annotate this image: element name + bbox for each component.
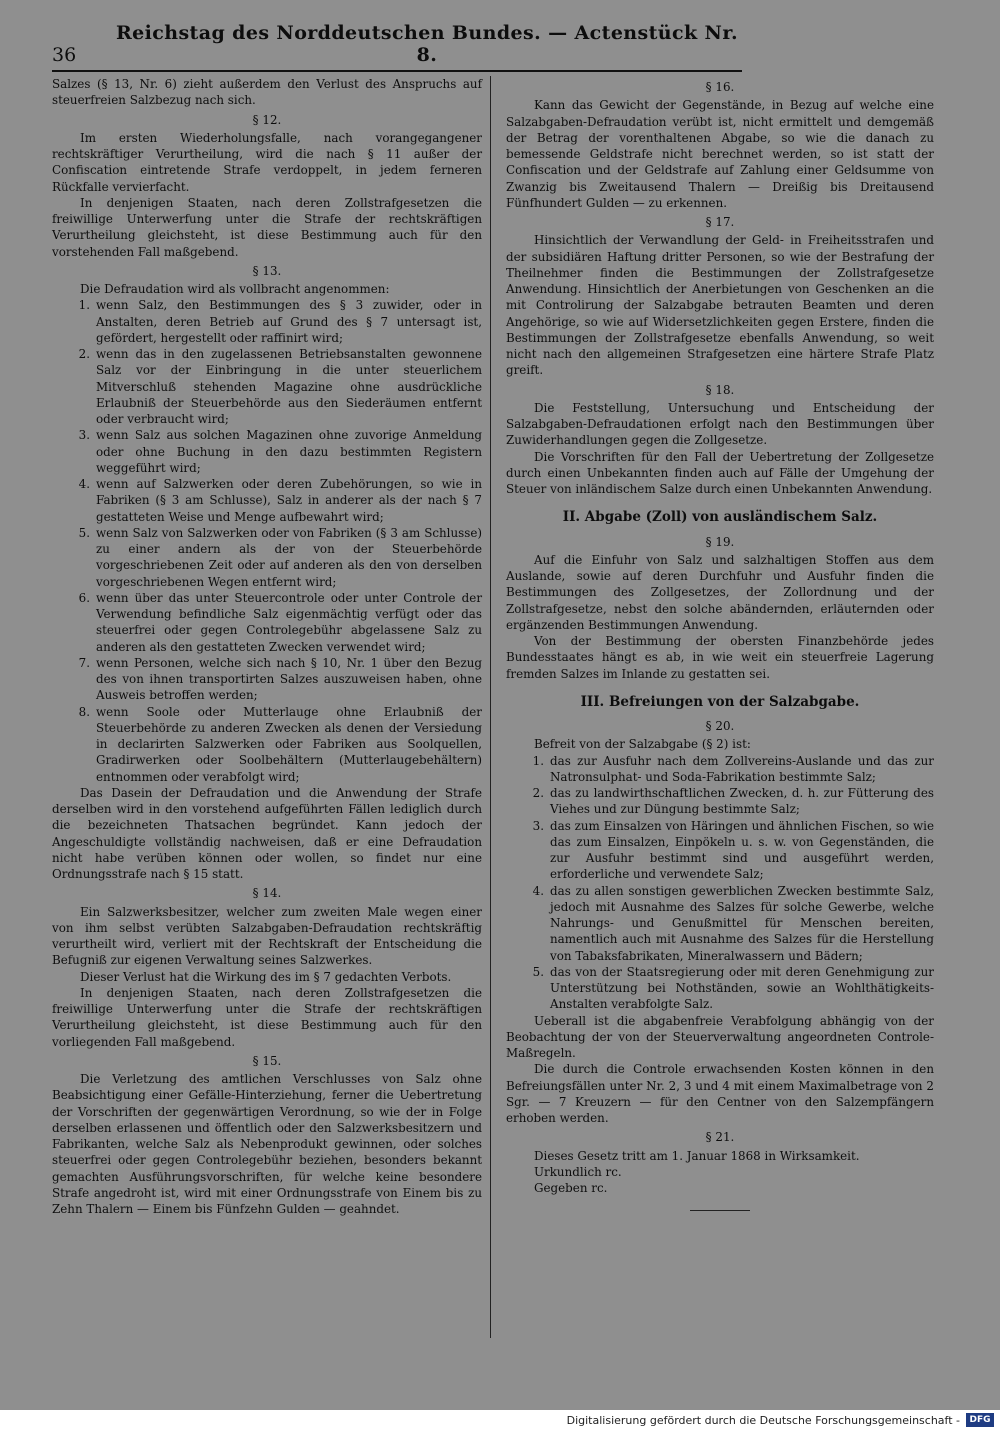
left-column xyxy=(52,76,482,1217)
formula-line: Urkundlich rc. xyxy=(534,1164,622,1179)
paragraph: Die Vorschriften für den Fall der Uebertretung der Zollgesetze durch einen Unbekannten finden auch auf Fälle der Umgehung der Steuer von inländischem Salze durch einen Unbekannten Anwendung. xyxy=(506,449,934,496)
paragraph: Im ersten Wiederholungsfalle, nach vorangegangener rechtskräftiger Verurtheilung, wird die nach § 11 außer der Confiscation eintretende Strafe verdoppelt, in jedem ferneren Rückfalle vervierfacht. xyxy=(52,130,482,194)
closing-rule xyxy=(690,1210,750,1211)
paragraph: Auf die Einfuhr von Salz und salzhaltigen Stoffen aus dem Auslande, sowie auf deren Durchfuhr und Ausfuhr finden die Bestimmungen des Zollgesetzes, der Zollordnung und der Zollstrafgesetze, nebst den solche abändernden, erläuternden oder ergänzenden Bestimmungen Anwendung. xyxy=(506,552,934,632)
item-text: wenn Soole oder Mutterlauge ohne Erlaubniß der Steuerbehörde zu anderen Zwecken als denen der Versiedung in declarirten Salzwerken oder Fabriken aus Soolquellen, Gradirwerken oder Soolbehältern (Mutterlaugebehältern) entnommen oder verabfolgt wird; xyxy=(96,704,482,784)
page-header xyxy=(52,22,742,72)
part-heading: II. Abgabe (Zoll) von ausländischem Salz. xyxy=(562,509,878,526)
section-heading: § 20. xyxy=(705,719,735,733)
paragraph: Kann das Gewicht der Gegenstände, in Bezug auf welche eine Salzabgaben-Defraudation verübt ist, nicht ermittelt und demgemäß der Betrag der vorenthaltenen Abgabe, so wie die danach zu bemessende Geldstrafe nicht berechnet werden, so ist statt der Confiscation und der Geldstrafe auf Zahlung einer Geldsumme von Zwanzig bis Zweitausend Thalern — Dreißig bis Dreitausend Fünfhundert Gulden — zu erkennen. xyxy=(506,98,934,210)
numbered-list xyxy=(506,753,934,1013)
paragraph: In denjenigen Staaten, nach deren Zollstrafgesetzen die freiwillige Unterwerfung unter die Strafe der rechtskräftigen Verurtheilung gleichsteht, ist diese Bestimmung auch für den vorstehenden Fall maßgebend. xyxy=(52,195,482,259)
list-item xyxy=(52,525,482,590)
list-item xyxy=(52,590,482,655)
numbered-list xyxy=(52,297,482,785)
section-heading: § 16. xyxy=(705,80,735,94)
paragraph: Die durch die Controle erwachsenden Kosten können in den Befreiungsfällen unter Nr. 2, 3 und 4 mit einem Maximalbetrage von 2 Sgr. — 7 Kreuzern — für den Centner von den Salzempfängern erhoben werden. xyxy=(506,1062,934,1125)
paragraph: In denjenigen Staaten, nach deren Zollstrafgesetzen die freiwillige Unterwerfung unter die Strafe der rechtskräftigen Verurtheilung gleichsteht, ist diese Bestimmung auch für den vorliegenden Fall maßgebend. xyxy=(52,985,482,1049)
paragraph: Ein Salzwerksbesitzer, welcher zum zweiten Male wegen einer von ihm selbst verübten Salzabgaben-Defraudation rechtskräftig verurtheilt wird, verliert mit der Rechtskraft der Entscheidung die Befugniß zur eigenen Verwaltung seines Salzwerkes. xyxy=(52,904,482,968)
item-number: 5. xyxy=(532,964,544,979)
section-heading: § 13. xyxy=(252,263,282,278)
list-item xyxy=(52,346,482,427)
paragraph: Von der Bestimmung der obersten Finanzbehörde jedes Bundesstaates hängt es ab, in wie weit ein steuerfreie Lagerung fremden Salzes im Inlande zu gestatten sei. xyxy=(506,634,934,681)
page-number: 36 xyxy=(52,44,77,66)
item-text: das zu allen sonstigen gewerblichen Zwecken bestimmte Salz, jedoch mit Ausnahme des Salzes für solche Gewerbe, welche Nahrungs- und Genußmittel für Menschen bereiten, namentlich auch mit Ausnahme des Salzes für die Herstellung von Tabaksfabrikaten, Mineralwassern und Bädern; xyxy=(550,883,934,963)
item-text: das zur Ausfuhr nach dem Zollvereins-Auslande und das zur Natronsulphat- und Soda-Fabrikation bestimmte Salz; xyxy=(550,753,934,784)
column-divider xyxy=(490,76,491,1338)
section-heading: § 21. xyxy=(705,1130,735,1145)
formula-line: Gegeben rc. xyxy=(534,1181,608,1195)
list-item xyxy=(52,704,482,785)
item-text: das zu landwirthschaftlichen Zwecken, d. h. zur Fütterung des Viehes und zur Düngung bestimmte Salz; xyxy=(550,786,934,817)
footer-credit: Digitalisierung gefördert durch die Deutsche Forschungsgemeinschaft - xyxy=(566,1414,960,1427)
item-number: 1. xyxy=(78,298,90,313)
part-heading: III. Befreiungen von der Salzabgabe. xyxy=(580,693,860,710)
item-number: 4. xyxy=(78,477,90,491)
digitization-footer xyxy=(0,1410,1000,1432)
list-item xyxy=(52,427,482,476)
paragraph: Salzes (§ 13, Nr. 6) zieht außerdem den Verlust des Anspruchs auf steuerfreien Salzbezug nach sich. xyxy=(52,77,482,108)
list-item xyxy=(506,753,934,786)
paragraph: Dieses Gesetz tritt am 1. Januar 1868 in Wirksamkeit. xyxy=(534,1148,860,1163)
item-text: wenn Salz, den Bestimmungen des § 3 zuwider, oder in Anstalten, deren Betrieb auf Grund des § 7 untersagt ist, gefördert, hergestellt oder raffinirt wird; xyxy=(96,298,482,345)
item-number: 2. xyxy=(78,347,90,361)
item-number: 3. xyxy=(78,428,90,443)
dfg-logo-icon: DFG xyxy=(966,1413,994,1427)
item-number: 8. xyxy=(78,704,90,719)
section-heading: § 17. xyxy=(705,215,735,229)
item-text: das zum Einsalzen von Häringen und ähnlichen Fischen, so wie das zum Einsalzen, Einpökeln u. s. w. von Gegenständen, die zur Ausfuhr bestimmt sind und ausgeführt werden, erforderliche und verwendete Salz; xyxy=(550,818,934,882)
paragraph: Die Verletzung des amtlichen Verschlusses von Salz ohne Beabsichtigung einer Gefälle-Hinterziehung, ferner die Uebertretung der Vorschriften der gegenwärtigen Verordnung, so wie der in Folge derselben erlassenen und öffentlich oder den Salzwerksbesitzern und Fabrikanten, welche Salz als Nebenprodukt gewinnen, oder solches steuerfrei oder gegen Controlegebühr beziehen, besonders bekannt gemachten Ausführungsvorschriften, für welche keine besondere Strafe angedroht ist, wird mit einer Ordnungsstrafe von Einem bis zu Zehn Thalern — Einem bis Fünfzehn Gulden — geahndet. xyxy=(52,1072,482,1216)
right-column xyxy=(506,76,934,1211)
item-text: wenn Salz aus solchen Magazinen ohne zuvorige Anmeldung oder ohne Buchung in den dazu bestimmten Registern weggeführt wird; xyxy=(96,428,482,475)
item-number: 5. xyxy=(78,525,90,540)
section-heading: § 12. xyxy=(252,112,282,127)
list-item xyxy=(52,297,482,346)
section-heading: § 19. xyxy=(705,534,735,549)
list-item xyxy=(52,476,482,525)
paragraph: Dieser Verlust hat die Wirkung des im § 7 gedachten Verbots. xyxy=(80,969,452,984)
item-number: 7. xyxy=(78,655,90,670)
list-item xyxy=(506,883,934,964)
paragraph: Ueberall ist die abgabenfreie Verabfolgung abhängig von der Beobachtung der von der Steuerverwaltung angeordneten Controle-Maßregeln. xyxy=(506,1013,934,1060)
running-title: Reichstag des Norddeutschen Bundes. — Actenstück Nr. 8. xyxy=(115,22,739,66)
item-text: wenn Personen, welche sich nach § 10, Nr. 1 über den Bezug des von ihnen transportirten Salzes auszuweisen haben, ohne Ausweis betroffen werden; xyxy=(96,655,482,703)
list-item xyxy=(506,818,934,883)
item-text: wenn über das unter Steuercontrole oder unter Controle der Verwendung befindliche Salz eigenmächtig verfügt oder das steuerfrei oder gegen Controlegebühr abgelassene Salz zu anderen als den gestatteten Zwecken verwendet wird; xyxy=(96,590,482,654)
item-number: 6. xyxy=(78,590,90,605)
paragraph: Hinsichtlich der Verwandlung der Geld- in Freiheitsstrafen und der subsidiären Haftung dritter Personen, so wie der Bestrafung der Theilnehmer finden die Bestimmungen der Zollstrafgesetze Anwendung. Hinsichtlich der Anerbietungen von Geschenken an die mit Controlirung der Salzabgabe betrauten Beamten und deren Angehörige, so wie auf Widersetzlichkeiten gegen Erstere, finden die Bestimmungen der Zollstrafgesetze ebenfalls Anwendung, so weit nicht nach den allgemeinen Strafgesetzen eine härtere Strafe Platz greift. xyxy=(506,233,934,378)
paragraph: Die Feststellung, Untersuchung und Entscheidung der Salzabgaben-Defraudationen erfolgt nach den Bestimmungen über Zuwiderhandlungen gegen die Zollgesetze. xyxy=(506,400,934,448)
item-number: 4. xyxy=(532,883,544,898)
section-heading: § 18. xyxy=(705,382,735,397)
list-item xyxy=(506,964,934,1013)
item-number: 1. xyxy=(532,753,544,768)
section-heading: § 15. xyxy=(252,1053,282,1068)
paragraph: Befreit von der Salzabgabe (§ 2) ist: xyxy=(534,737,751,752)
item-text: das von der Staatsregierung oder mit deren Genehmigung zur Unterstützung bei Nothständen, sowie an Wohlthätigkeits-Anstalten verabfolgte Salz. xyxy=(550,964,934,1012)
paragraph: Die Defraudation wird als vollbracht angenommen: xyxy=(80,282,390,296)
item-number: 2. xyxy=(532,786,544,800)
list-item xyxy=(506,785,934,818)
item-text: wenn Salz von Salzwerken oder von Fabriken (§ 3 am Schlusse) zu einer andern als der von der Steuerbehörde vorgeschriebenen Zeit oder auf anderen als den von derselben vorgeschriebenen Wegen entfernt wird; xyxy=(96,525,482,589)
item-number: 3. xyxy=(532,818,544,833)
section-heading: § 14. xyxy=(252,886,282,901)
item-text: wenn das in den zugelassenen Betriebsanstalten gewonnene Salz vor der Einbringung in die unter steuerlichem Mitverschluß stehenden Magazine ohne ausdrückliche Erlaubniß der Steuerbehörde aus den Siederäumen entfernt oder verbraucht wird; xyxy=(96,347,482,426)
list-item xyxy=(52,655,482,704)
paragraph: Das Dasein der Defraudation und die Anwendung der Strafe derselben wird in den vorstehend aufgeführten Fällen lediglich durch die bezeichneten Thatsachen begründet. Kann jedoch der Angeschuldigte vollständig nachweisen, daß er eine Defraudation nicht habe verüben können oder wollen, so findet nur eine Ordnungsstrafe nach § 15 statt. xyxy=(52,785,482,881)
item-text: wenn auf Salzwerken oder deren Zubehörungen, so wie in Fabriken (§ 3 am Schlusse), Salz in anderer als der nach § 7 gestatteten Weise und Menge aufbewahrt wird; xyxy=(96,477,482,524)
